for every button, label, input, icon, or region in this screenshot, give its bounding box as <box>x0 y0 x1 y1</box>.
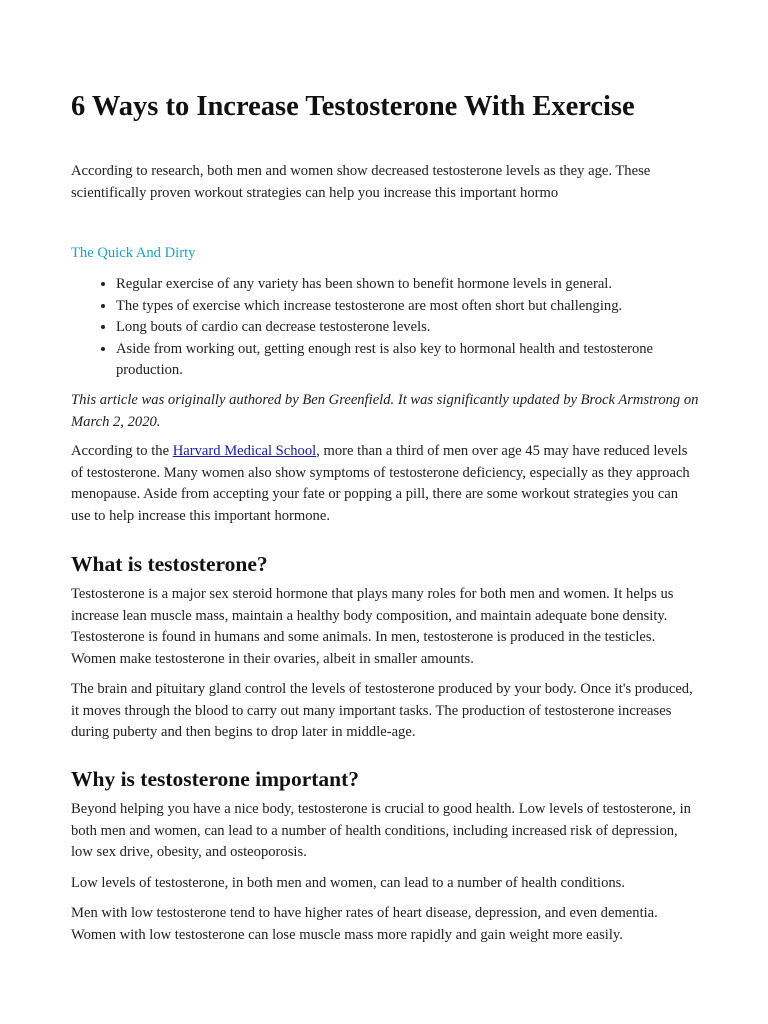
brain-pituitary-paragraph: The brain and pituitary gland control the levels of testosterone produced by your body. Once it's produced, it moves through the blood to carry out many important tasks. The production of testosterone increases during puberty and then begins to drop later in middle-age. <box>71 681 693 740</box>
paragraph-text-before-link: According to the <box>71 443 173 459</box>
intro-paragraph: According to research, both men and women show decreased testosterone levels as they age. These scientifically proven workout strategies can help you increase this important hormo <box>71 163 651 201</box>
low-testosterone-effects-paragraph: Men with low testosterone tend to have higher rates of heart disease, depression, and even dementia. Women with low testosterone can lose muscle mass more rapidly and gain weight more easily. <box>71 905 658 943</box>
list-item: • Aside from working out, getting enough rest is also key to hormonal health and testosterone production. <box>116 339 701 382</box>
testosterone-definition-paragraph: Testosterone is a major sex steroid hormone that plays many roles for both men and women. It helps us increase lean muscle mass, maintain a healthy body composition, and maintain adequate bone density. Testosterone is found in humans and some animals. In men, testosterone is produced in the testicles. Women make testosterone in their ovaries, albeit in smaller amounts. <box>71 586 674 667</box>
quick-and-dirty-heading: The Quick And Dirty <box>71 245 196 261</box>
heading-why-important: Why is testosterone important? <box>71 767 360 791</box>
health-importance-paragraph: Beyond helping you have a nice body, testosterone is crucial to good health. Low levels of testosterone, in both men and women, can lead to a number of health conditions, including increased risk of depression, low sex drive, obesity, and osteoporosis. <box>71 801 691 860</box>
heading-what-is-testosterone: What is testosterone? <box>71 552 268 576</box>
list-item: • The types of exercise which increase testosterone are most often short but challenging. <box>116 296 701 318</box>
low-levels-paragraph: Low levels of testosterone, in both men and women, can lead to a number of health conditions. <box>71 875 626 891</box>
list-item: • Regular exercise of any variety has been shown to benefit hormone levels in general. <box>116 274 701 296</box>
harvard-paragraph <box>71 441 701 527</box>
harvard-medical-school-link[interactable]: Harvard Medical School <box>172 443 317 459</box>
author-credit: This article was originally authored by Ben Greenfield. It was significantly updated by Brock Armstrong on March 2, 2020. <box>71 392 699 430</box>
quick-tips-list <box>71 274 701 382</box>
paragraph-text-after-link: , more than a third of men over age 45 may have reduced levels of testosterone. Many women also show symptoms of testosterone deficiency, especially as they approach menopause. Aside from accepting your fate or popping a pill, there are some workout strategies you can use to help increase this important hormone. <box>71 443 690 524</box>
article-title: 6 Ways to Increase Testosterone With Exercise <box>71 91 635 122</box>
list-item: • Long bouts of cardio can decrease testosterone levels. <box>116 317 701 339</box>
